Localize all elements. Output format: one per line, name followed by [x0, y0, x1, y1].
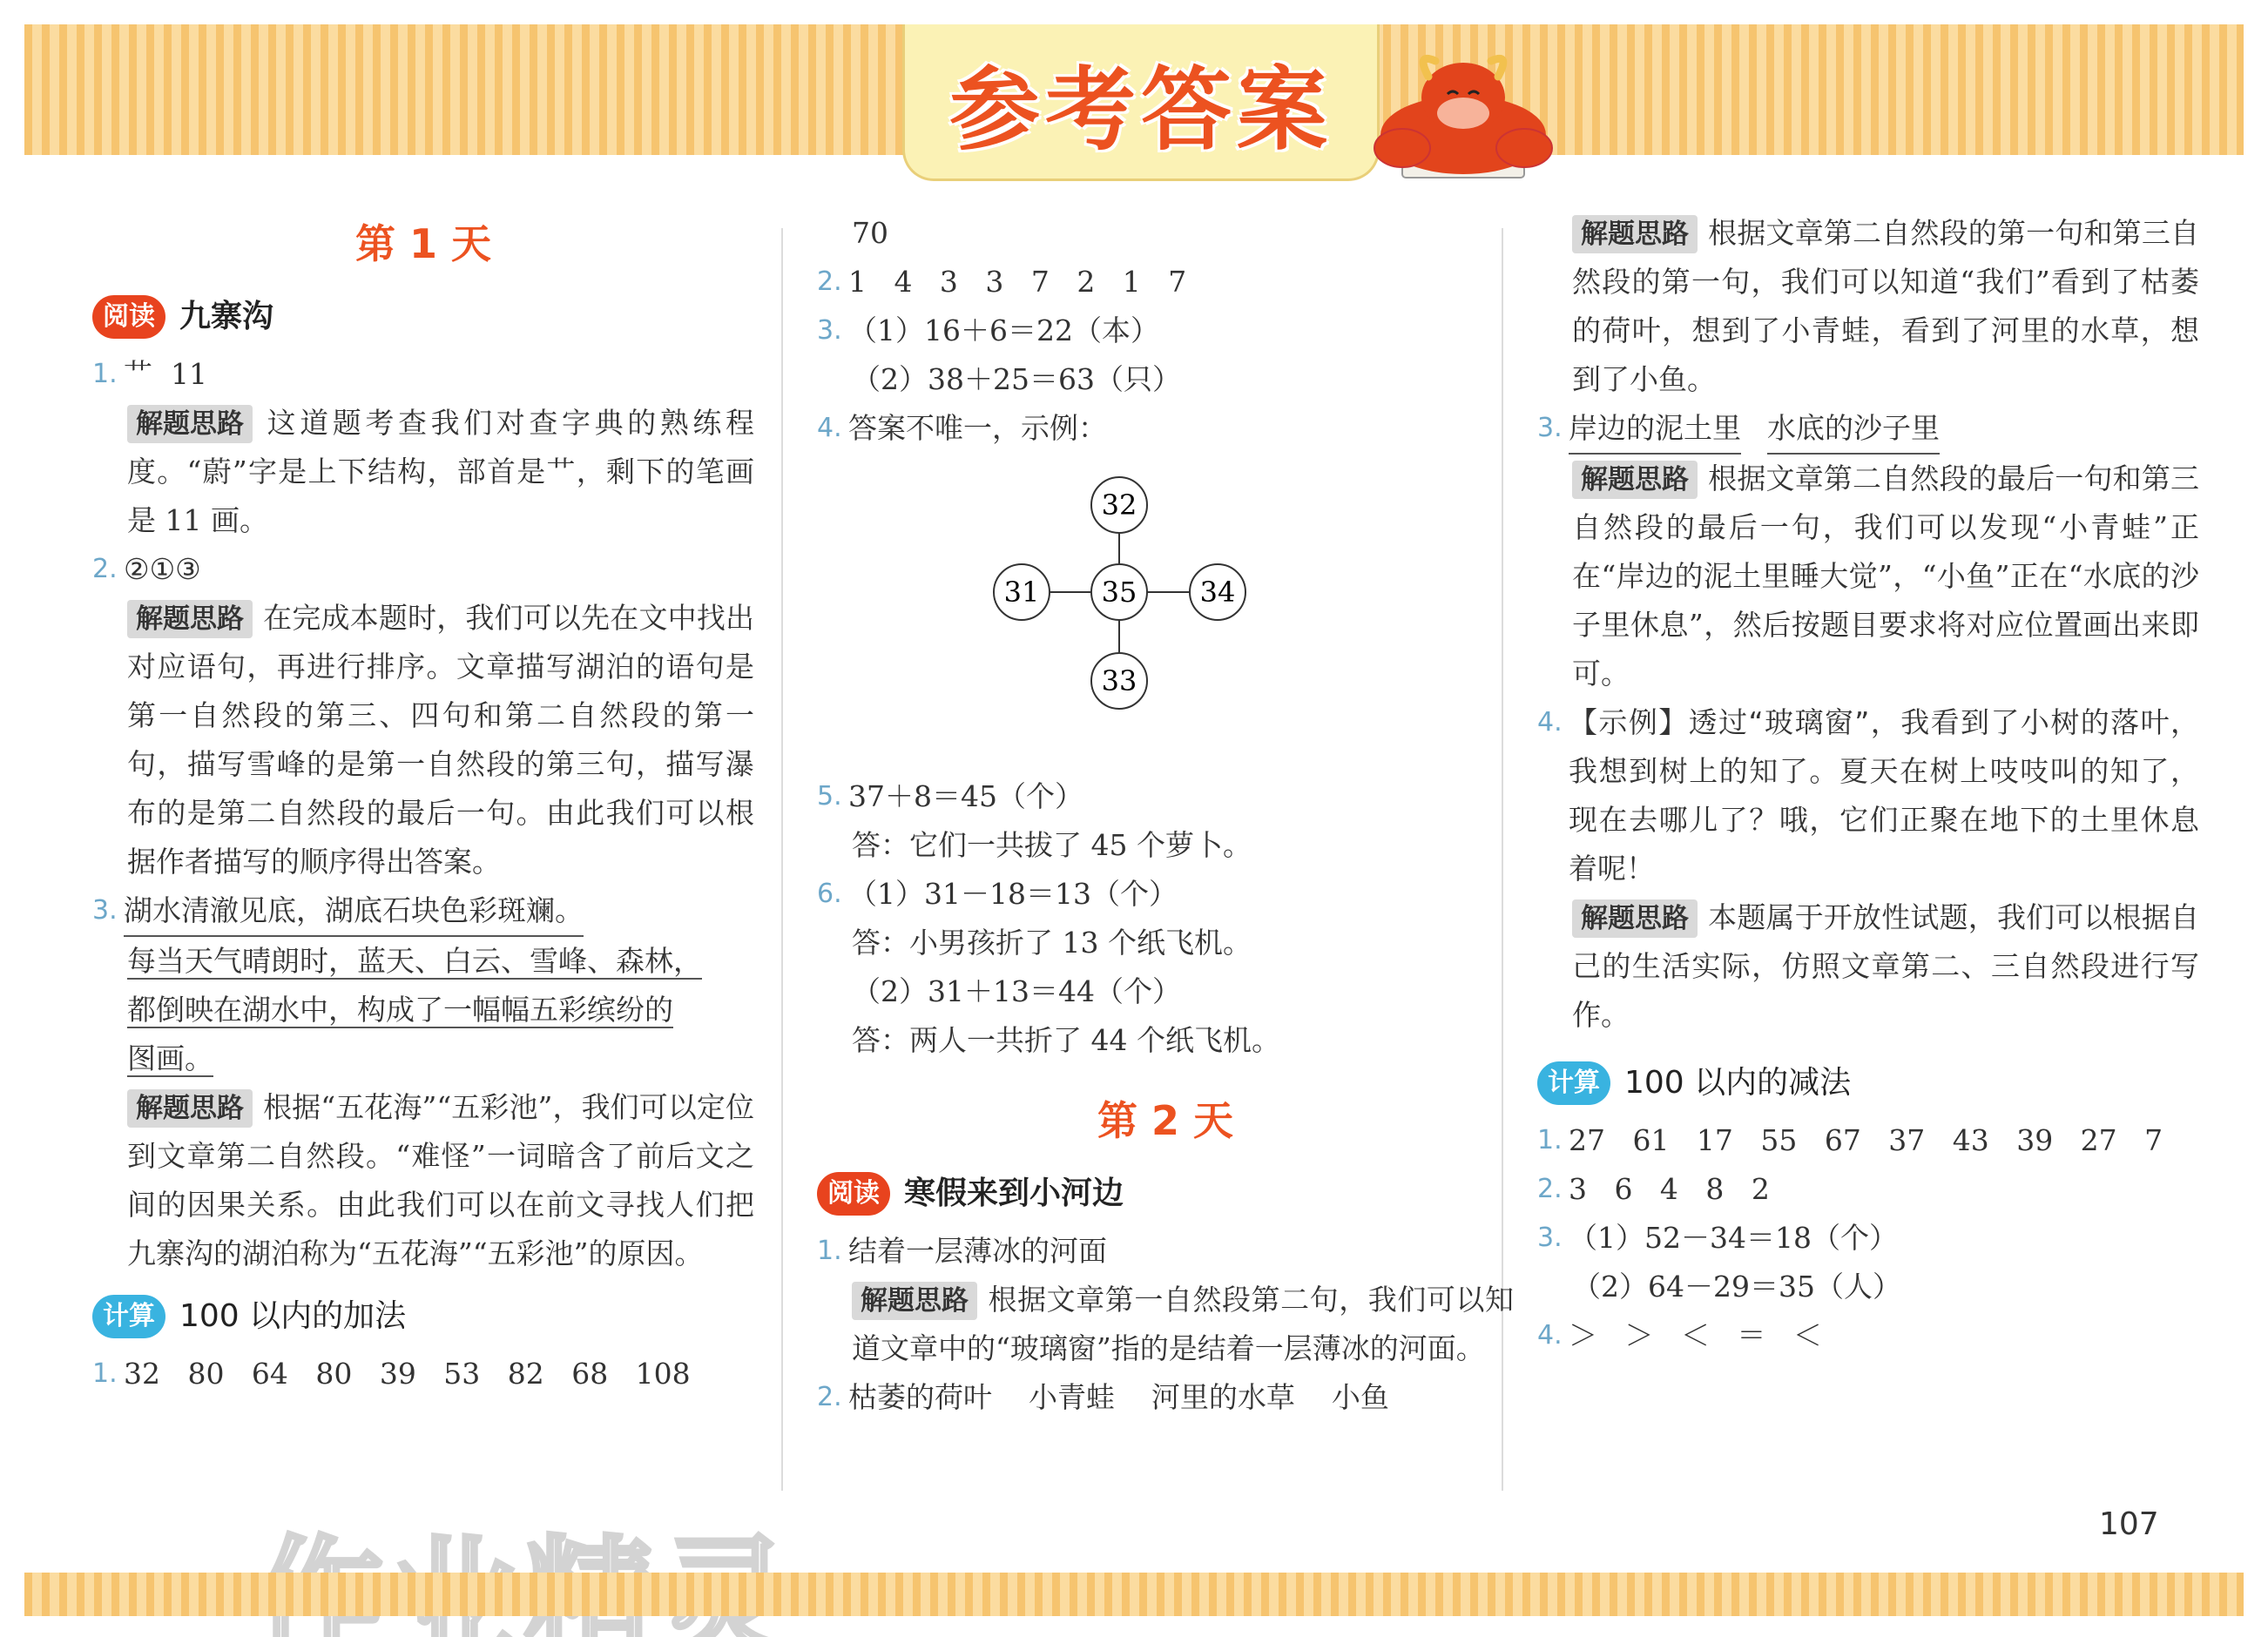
item-number: 3.: [1537, 1223, 1563, 1253]
item-number: 6.: [817, 879, 842, 909]
solution-tip: [817, 1276, 1514, 1373]
answer-text: 图画。: [127, 1041, 213, 1075]
answer-item: [817, 258, 1514, 307]
answer-text: 答：两人一共折了 44 个纸飞机。: [852, 1023, 1280, 1057]
tip-label: 解题思路: [1572, 461, 1698, 499]
solution-tip: [92, 594, 754, 886]
answer-continuation: 70: [852, 216, 888, 250]
answer-item: [817, 404, 1514, 453]
answer-text: ＞ ＞ ＜ ＝ ＜: [1569, 1318, 1822, 1352]
answer-text: （2）64－29＝35（人）: [1572, 1270, 1901, 1304]
answer-item: [92, 886, 754, 937]
tip-label: 解题思路: [1572, 215, 1698, 253]
answer-text: （2）38＋25＝63（只）: [852, 362, 1181, 396]
item-number: 5.: [817, 781, 842, 812]
answer-text: 3 6 4 8 2: [1569, 1172, 1770, 1206]
answer-item: [817, 772, 1514, 821]
solution-tip: [92, 399, 754, 545]
circle-bottom-value: 33: [1101, 664, 1137, 697]
calc-section-title: [1537, 1054, 2199, 1113]
item-number: 1.: [92, 1358, 118, 1389]
column-3: [1537, 209, 2199, 1360]
answer-text: 枯萎的荷叶 小青蛙 河里的水草 小鱼: [848, 1380, 1389, 1414]
circle-left-value: 31: [1003, 576, 1040, 609]
tip-label: 解题思路: [127, 405, 253, 443]
answer-text: 答：它们一共拔了 45 个萝卜。: [852, 828, 1252, 862]
answer-text: （2）31＋13＝44（个）: [852, 974, 1181, 1008]
answer-text: 答案不唯一，示例：: [848, 411, 1107, 445]
reading-section-title: [92, 287, 754, 347]
answer-text: 答：小男孩折了 13 个纸飞机。: [852, 926, 1252, 960]
solution-tip: [1537, 209, 2199, 404]
tip-text: 根据文章第二自然段的最后一句和第三自然段的最后一句，我们可以发现“小青蛙”正在“岸边的泥土里睡大觉”，“小鱼”正在“水底的沙子里休息”，然后按题目要求将对应位置画出来即可。: [1572, 461, 2199, 691]
answer-item: [817, 307, 1514, 355]
tip-text: 本题属于开放性试题，我们可以根据自己的生活实际，仿照文章第二、三自然段进行写作。: [1572, 900, 2199, 1032]
item-number: 3.: [92, 895, 118, 926]
answer-text: （1）31－18＝13（个）: [848, 877, 1178, 911]
title-tab: [902, 24, 1380, 181]
footer-band: [24, 1573, 2244, 1616]
day-title: 第 1 天: [354, 220, 492, 267]
calc-title: 100 以内的减法: [1624, 1065, 1852, 1101]
reading-badge: 阅读: [817, 1172, 890, 1216]
solution-tip: [1537, 455, 2199, 698]
bull-mascot-icon: [1367, 44, 1568, 183]
item-number: 2.: [817, 1382, 842, 1412]
item-number: 1.: [817, 1236, 842, 1266]
number-cross-diagram: [817, 453, 1514, 758]
calc-title: 100 以内的加法: [179, 1298, 407, 1334]
tip-text: 根据文章第二自然段的第一句和第三自然段的第一句，我们可以知道“我们”看到了枯萎的荷叶，想到了小青蛙，看到了河里的水草，想到了小鱼。: [1572, 216, 2199, 396]
answer-text: 每当天气晴朗时，蓝天、白云、雪峰、森林，: [127, 944, 702, 978]
answer-item: [817, 870, 1514, 919]
answer-text: 结着一层薄冰的河面: [848, 1234, 1107, 1268]
tip-text: 这道题考查我们对查字典的熟练程度。“蔚”字是上下结构，部首是艹，剩下的笔画是 11 画。: [127, 406, 754, 537]
tip-label: 解题思路: [127, 1089, 253, 1128]
item-number: 2.: [817, 266, 842, 297]
column-2: [817, 209, 1514, 1422]
circle-top-value: 32: [1101, 488, 1137, 522]
item-number: 3.: [1537, 413, 1563, 443]
column-divider: [781, 228, 783, 1491]
answer-continuation: [92, 937, 754, 1083]
answer-text: 艹 11: [124, 357, 207, 391]
answer-item: [1537, 1165, 2199, 1214]
item-number: 1.: [1537, 1125, 1563, 1155]
reading-title: 寒假来到小河边: [904, 1176, 1124, 1211]
answer-text: （1）16＋6＝22（本）: [848, 313, 1159, 347]
day-title: 第 2 天: [1097, 1097, 1234, 1144]
answer-text: 27 61 17 55 67 37 43 39 27 7: [1569, 1123, 2163, 1157]
tip-label: 解题思路: [127, 600, 253, 638]
page-number: 107: [2099, 1506, 2159, 1542]
circle-center-value: 35: [1101, 576, 1137, 609]
reading-badge: 阅读: [92, 295, 165, 339]
item-number: 4.: [1537, 707, 1563, 738]
answer-text: 水底的沙子里: [1767, 404, 1940, 455]
answer-item: [1537, 1116, 2199, 1165]
answer-item: [1537, 404, 2199, 455]
solution-tip: [1537, 893, 2199, 1040]
answer-item: [1537, 698, 2199, 893]
answer-item: [92, 1350, 754, 1398]
answer-item: [1537, 1214, 2199, 1263]
answer-item: [817, 1373, 1514, 1422]
reading-title: 九寨沟: [179, 299, 274, 334]
column-1: [92, 209, 754, 1398]
calc-badge: 计算: [1537, 1061, 1610, 1105]
answer-text: 都倒映在湖水中，构成了一幅幅五彩缤纷的: [127, 993, 673, 1027]
item-number: 1.: [92, 359, 118, 389]
answer-text: 32 80 64 80 39 53 82 68 108: [124, 1357, 691, 1391]
item-number: 4.: [817, 413, 842, 443]
tip-label: 解题思路: [1572, 899, 1698, 938]
item-number: 3.: [817, 315, 842, 346]
tip-text: 根据“五花海”“五彩池”，我们可以定位到文章第二自然段。“难怪”一词暗含了前后文之间的因果关系。由此我们可以在前文寻找人们把九寨沟的湖泊称为“五花海”“五彩池”的原因。: [127, 1090, 754, 1270]
answer-text: 1 4 3 3 7 2 1 7: [848, 265, 1187, 299]
answer-text: （1）52－34＝18（个）: [1569, 1221, 1898, 1255]
reading-section-title: [817, 1164, 1514, 1223]
tip-text: 根据文章第一自然段第二句，我们可以知道文章中的“玻璃窗”指的是结着一层薄冰的河面。: [852, 1283, 1514, 1365]
item-number: 4.: [1537, 1320, 1563, 1351]
tip-label: 解题思路: [852, 1282, 977, 1320]
answer-item: [92, 350, 754, 399]
circle-right-value: 34: [1199, 576, 1236, 609]
answer-item: [1537, 1311, 2199, 1360]
answer-item: [817, 1227, 1514, 1276]
calc-section-title: [92, 1287, 754, 1346]
calc-badge: 计算: [92, 1295, 165, 1338]
answer-item: [92, 545, 754, 594]
item-number: 2.: [92, 554, 118, 584]
answer-text: 37＋8＝45（个）: [848, 779, 1083, 813]
item-number: 2.: [1537, 1174, 1563, 1204]
solution-tip: [92, 1083, 754, 1278]
answer-text: 湖水清澈见底，湖底石块色彩斑斓。: [124, 886, 584, 937]
answer-text: 岸边的泥土里: [1569, 404, 1741, 455]
tip-text: 在完成本题时，我们可以先在文中找出对应语句，再进行排序。文章描写湖泊的语句是第一自然段的第三、四句和第二自然段的第一句，描写雪峰的是第一自然段的第三句，描写瀑布的是第二自然段的最后一句。由此我们可以根据作者描写的顺序得出答案。: [127, 601, 754, 879]
page-title: 参考答案: [948, 56, 1333, 163]
answer-text: ②①③: [124, 552, 201, 586]
answer-text: 【示例】透过“玻璃窗”，我看到了小树的落叶，我想到树上的知了。夏天在树上吱吱叫的知了，现在去哪儿了？哦，它们正聚在地下的土里休息着呢！: [1569, 705, 2199, 886]
